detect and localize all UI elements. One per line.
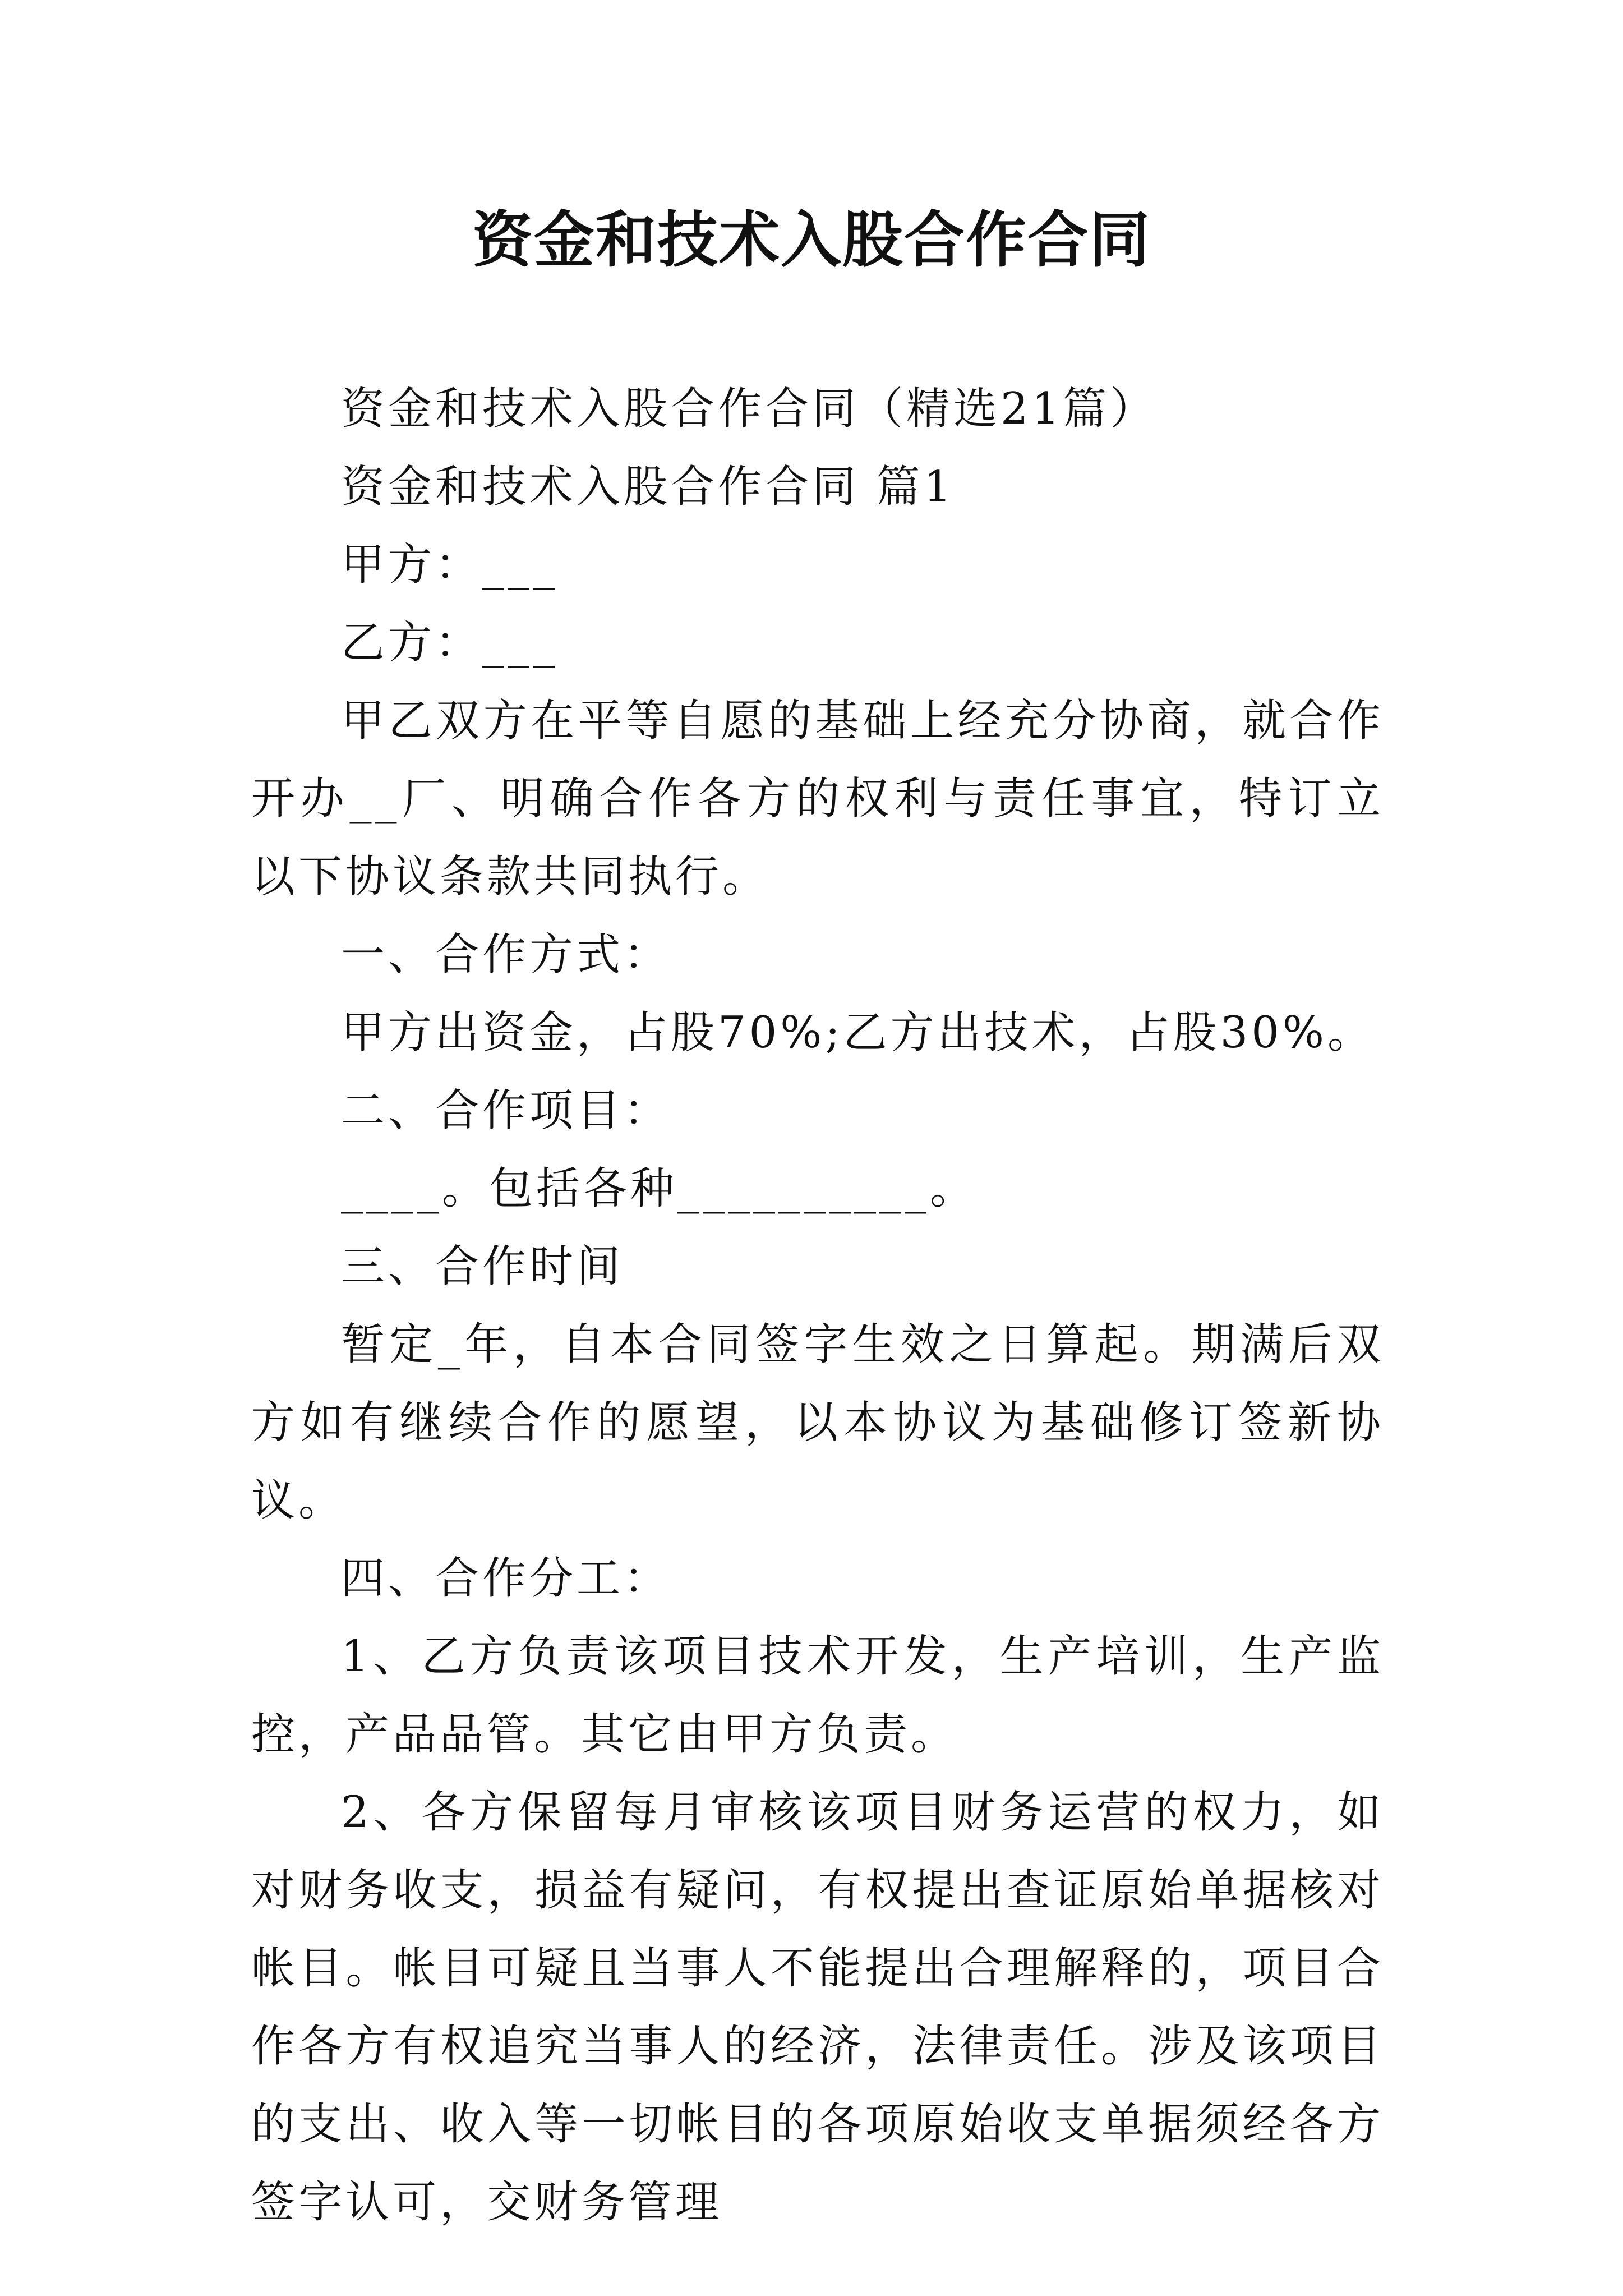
paragraph-party-a: 甲方：___ [341,540,559,590]
paragraph-cooperation-time: 暂定_年，自本合同签字生效之日算起。期满后双方如有继续合作的愿望，以本协议为基础修订签新协议。 [251,1319,1384,1526]
paragraph-section-heading: 资金和技术入股合作合同 篇1 [341,462,955,512]
heading-cooperation-method: 一、合作方式： [341,930,671,980]
paragraph-subtitle: 资金和技术入股合作合同（精选21篇） [341,384,1158,434]
heading-cooperation-project: 二、合作项目： [341,1085,671,1136]
paragraph-party-b: 乙方：___ [341,618,559,668]
document-title: 资金和技术入股合作合同 [472,205,1151,275]
paragraph-division-item-1: 1、乙方负责该项目技术开发，生产培训，生产监控，产品品管。其它由甲方负责。 [251,1631,1384,1760]
heading-division-of-labor: 四、合作分工： [341,1553,671,1604]
heading-cooperation-time: 三、合作时间 [341,1241,624,1292]
paragraph-cooperation-method: 甲方出资金，占股70%;乙方出技术，占股30%。 [341,1007,1375,1058]
paragraph-cooperation-project: ____。包括各种__________。 [341,1163,978,1214]
paragraph-preamble: 甲乙双方在平等自愿的基础上经充分协商，就合作开办__厂、明确合作各方的权利与责任事宜，特订立以下协议条款共同执行。 [251,696,1384,902]
document-body [251,370,1384,2242]
paragraph-division-item-2: 2、各方保留每月审核该项目财务运营的权力，如对财务收支，损益有疑问，有权提出查证原始单据核对帐目。帐目可疑且当事人不能提出合理解释的，项目合作各方有权追究当事人的经济，法律责任。涉及该项目的支出、收入等一切帐目的各项原始收支单据须经各方签字认可，交财务管理 [251,1787,1384,2228]
